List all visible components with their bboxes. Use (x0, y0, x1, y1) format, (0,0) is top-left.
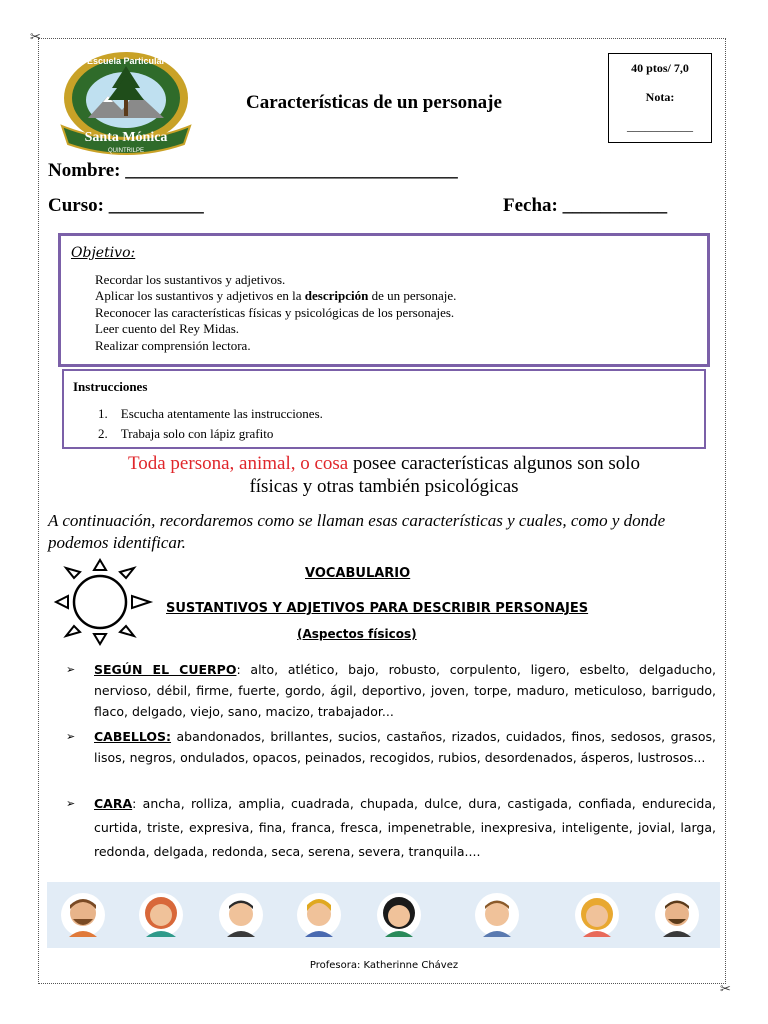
faces-strip (47, 882, 720, 948)
vocab-subtitle: SUSTANTIVOS Y ADJETIVOS PARA DESCRIBIR PERSONAJES (166, 601, 589, 616)
grade-label: Nota: (645, 90, 675, 104)
arrow-bullet-icon: ➢ (66, 797, 76, 810)
intro-text: A continuación, recordaremos como se llaman esas características y cuales, como y donde podemos identificar. (48, 511, 666, 552)
grade-blank: ___________ (627, 119, 693, 133)
instrucciones-box (62, 369, 706, 449)
instruccion-item: 1. Escucha atentamente las instrucciones. (98, 406, 323, 421)
objetivo-line: Recordar los sustantivos y adjetivos. (95, 272, 286, 287)
face-icon (475, 893, 519, 937)
list-item: ➢ SEGÚN EL CUERPO: alto, atlético, bajo, robusto, corpulento, ligero, esbelto, delgaducho, nervioso, débil, firme, fuerte, gordo, ágil, deportivo, joven, torpe, maduro, meticuloso, barrigudo, flaco, delgado, viejo, sano, macizo, trabajador... (66, 659, 716, 722)
scissors-icon: ✂ (30, 30, 41, 45)
school-logo (56, 48, 196, 158)
list-item: ➢ CARA: ancha, rolliza, amplia, cuadrada, chupada, dulce, dura, castigada, confiada, endurecida, curtida, triste, expresiva, fina, franca, fresca, impenetrable, inexpresiva, inteligente, jovial, larga, redonda, delgada, redonda, seca, serena, severa, tranquila.... (66, 792, 716, 864)
teacher-footer: Profesora: Katherinne Chávez (309, 960, 459, 971)
objetivo-line: Leer cuento del Rey Midas. (95, 321, 240, 337)
objetivo-line: Reconocer las características físicas y psicológicas de los personajes. (95, 304, 455, 320)
term-label: SEGÚN EL CUERPO (94, 662, 237, 677)
term-label: CARA (94, 796, 133, 811)
instruccion-item: 2. Trabaja solo con lápiz grafito (98, 426, 274, 441)
vocab-aspect: (Aspectos físicos) (297, 627, 417, 641)
instrucciones-heading: Instrucciones (73, 379, 148, 394)
logo-bottom-text: QUINTRILPE (107, 148, 145, 154)
logo-top-text: Escuela Particular (86, 56, 166, 66)
curso-field: Curso: __________ (48, 195, 204, 216)
fecha-field: Fecha: ___________ (503, 195, 668, 216)
vocab-title: VOCABULARIO (305, 566, 411, 581)
scissors-icon: ✂ (720, 982, 731, 997)
main-statement: Toda persona, animal, o cosa posee características algunos son solo físicas y otras también psicológicas (127, 453, 641, 497)
sun-icon (52, 558, 158, 650)
face-icon (575, 893, 619, 937)
face-icon (219, 893, 263, 937)
face-icon (139, 893, 183, 937)
objetivo-line: Realizar comprensión lectora. (95, 337, 251, 353)
objetivo-heading: Objetivo: (71, 245, 136, 261)
points-label: 40 ptos/ 7,0 (631, 61, 689, 75)
arrow-bullet-icon: ➢ (66, 663, 76, 676)
objetivo-box (58, 233, 710, 367)
nombre-field: Nombre: ___________________________________ (48, 160, 458, 181)
page-title: Características de un personaje (246, 92, 502, 113)
face-icon (61, 893, 105, 937)
statement-red: Toda persona, animal, o cosa (127, 453, 349, 474)
objetivo-line: Aplicar los sustantivos y adjetivos en la descripción de un personaje. (95, 288, 457, 304)
arrow-bullet-icon: ➢ (66, 730, 76, 743)
logo-name-text: Santa Mónica (84, 130, 168, 145)
list-item: ➢ CABELLOS: abandonados, brillantes, sucios, castaños, rizados, cuidados, finos, sedosos, grasos, lisos, negros, ondulados, opacos, peinados, recogidos, rubios, desordenados, ásperos, lustrosos... (66, 726, 716, 768)
objetivo-list (95, 272, 695, 354)
face-icon (377, 893, 421, 937)
term-label: CABELLOS: (94, 729, 172, 744)
face-icon (297, 893, 341, 937)
score-box (608, 53, 712, 143)
face-icon (655, 893, 699, 937)
